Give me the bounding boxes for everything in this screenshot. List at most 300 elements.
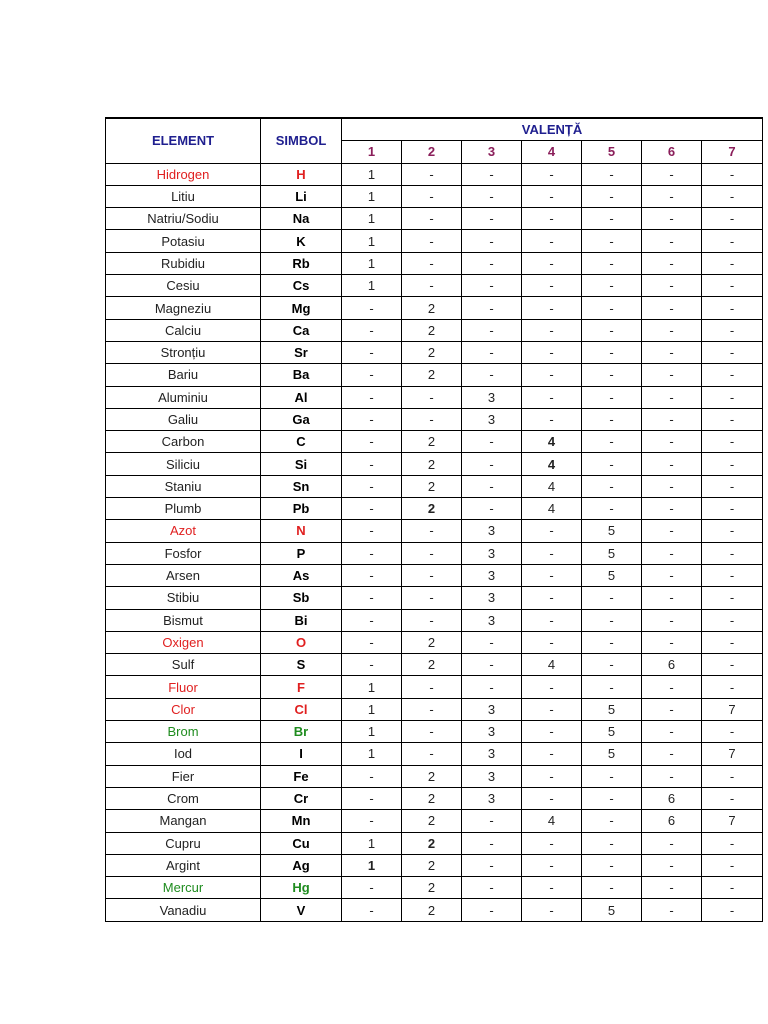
element-symbol: Sr xyxy=(261,341,342,363)
valence-cell: - xyxy=(342,498,402,520)
valence-cell: 2 xyxy=(402,810,462,832)
valence-cell: - xyxy=(522,408,582,430)
valence-cell: - xyxy=(582,631,642,653)
valence-cell: 3 xyxy=(462,609,522,631)
element-symbol: F xyxy=(261,676,342,698)
valence-cell: - xyxy=(522,386,582,408)
valence-cell: - xyxy=(582,163,642,185)
valence-cell: - xyxy=(702,564,763,586)
valence-cell: - xyxy=(342,297,402,319)
valence-cell: 2 xyxy=(402,297,462,319)
valence-cell: 4 xyxy=(522,810,582,832)
valence-cell: - xyxy=(402,676,462,698)
valence-cell: - xyxy=(582,252,642,274)
valence-cell: - xyxy=(642,721,702,743)
valence-cell: - xyxy=(702,721,763,743)
valence-cell: - xyxy=(702,275,763,297)
valence-cell: - xyxy=(702,654,763,676)
valence-cell: - xyxy=(702,854,763,876)
valence-cell: - xyxy=(642,676,702,698)
valence-cell: - xyxy=(462,431,522,453)
valence-cell: - xyxy=(702,676,763,698)
valence-cell: - xyxy=(342,319,402,341)
valence-cell: - xyxy=(522,297,582,319)
element-symbol: Sn xyxy=(261,475,342,497)
table-row xyxy=(106,654,763,676)
header-element: ELEMENT xyxy=(106,118,261,163)
valence-cell: 2 xyxy=(402,341,462,363)
valence-cell: - xyxy=(342,631,402,653)
element-name: Oxigen xyxy=(106,631,261,653)
table-row xyxy=(106,520,763,542)
valence-cell: - xyxy=(582,787,642,809)
element-symbol: Al xyxy=(261,386,342,408)
valence-cell: - xyxy=(642,631,702,653)
valence-cell: - xyxy=(642,252,702,274)
valence-cell: - xyxy=(642,587,702,609)
element-name: Bismut xyxy=(106,609,261,631)
valence-cell: - xyxy=(702,252,763,274)
valence-cell: - xyxy=(522,252,582,274)
valence-cell: - xyxy=(462,163,522,185)
valence-number-6: 6 xyxy=(642,141,702,163)
valence-cell: - xyxy=(582,408,642,430)
valence-cell: - xyxy=(522,341,582,363)
valence-cell: - xyxy=(582,319,642,341)
valence-cell: - xyxy=(582,453,642,475)
valence-cell: - xyxy=(702,520,763,542)
valence-cell: - xyxy=(402,520,462,542)
valence-cell: - xyxy=(462,341,522,363)
element-symbol: Mn xyxy=(261,810,342,832)
table-row xyxy=(106,208,763,230)
valence-cell: 1 xyxy=(342,832,402,854)
valence-cell: - xyxy=(702,163,763,185)
valence-cell: 1 xyxy=(342,163,402,185)
element-symbol: As xyxy=(261,564,342,586)
valence-cell: 6 xyxy=(642,810,702,832)
valence-cell: - xyxy=(522,275,582,297)
valence-cell: 4 xyxy=(522,475,582,497)
valence-cell: - xyxy=(342,408,402,430)
valence-cell: - xyxy=(582,275,642,297)
valence-cell: - xyxy=(342,542,402,564)
element-name: Sulf xyxy=(106,654,261,676)
valence-cell: 7 xyxy=(702,810,763,832)
valence-cell: - xyxy=(522,542,582,564)
valence-cell: - xyxy=(522,163,582,185)
valence-cell: - xyxy=(522,587,582,609)
element-symbol: Si xyxy=(261,453,342,475)
valence-cell: - xyxy=(702,609,763,631)
element-name: Potasiu xyxy=(106,230,261,252)
element-name: Litiu xyxy=(106,185,261,207)
valence-cell: - xyxy=(402,230,462,252)
valence-cell: 5 xyxy=(582,899,642,921)
element-name: Carbon xyxy=(106,431,261,453)
element-name: Stronțiu xyxy=(106,341,261,363)
valence-cell: - xyxy=(342,609,402,631)
element-symbol: Mg xyxy=(261,297,342,319)
valence-cell: 3 xyxy=(462,743,522,765)
valence-cell: - xyxy=(462,364,522,386)
valence-cell: - xyxy=(522,319,582,341)
element-name: Mangan xyxy=(106,810,261,832)
valence-cell: - xyxy=(462,877,522,899)
element-name: Fier xyxy=(106,765,261,787)
valence-cell: - xyxy=(642,408,702,430)
valence-cell: - xyxy=(582,364,642,386)
valence-cell: - xyxy=(642,832,702,854)
valence-cell: - xyxy=(642,609,702,631)
valence-cell: - xyxy=(522,698,582,720)
element-symbol: Fe xyxy=(261,765,342,787)
valence-cell: - xyxy=(522,854,582,876)
valence-cell: - xyxy=(642,431,702,453)
valence-cell: - xyxy=(342,899,402,921)
element-name: Crom xyxy=(106,787,261,809)
valence-cell: 4 xyxy=(522,453,582,475)
element-symbol: Hg xyxy=(261,877,342,899)
valence-cell: 3 xyxy=(462,542,522,564)
valence-cell: - xyxy=(342,877,402,899)
valence-cell: 1 xyxy=(342,721,402,743)
table-row xyxy=(106,854,763,876)
table-row xyxy=(106,252,763,274)
valence-cell: - xyxy=(462,631,522,653)
valence-cell: - xyxy=(702,899,763,921)
table-row xyxy=(106,475,763,497)
valence-cell: 1 xyxy=(342,275,402,297)
table-row xyxy=(106,609,763,631)
valence-cell: - xyxy=(582,475,642,497)
valence-cell: - xyxy=(702,386,763,408)
element-symbol: Na xyxy=(261,208,342,230)
valence-number-5: 5 xyxy=(582,141,642,163)
table-row xyxy=(106,877,763,899)
table-row xyxy=(106,431,763,453)
valence-cell: - xyxy=(402,587,462,609)
valence-cell: - xyxy=(642,386,702,408)
valence-cell: - xyxy=(402,542,462,564)
valence-cell: - xyxy=(702,542,763,564)
valence-cell: - xyxy=(702,498,763,520)
valence-cell: - xyxy=(402,163,462,185)
element-symbol: Ba xyxy=(261,364,342,386)
valence-cell: - xyxy=(702,787,763,809)
table-row xyxy=(106,899,763,921)
valence-cell: - xyxy=(702,230,763,252)
valence-cell: - xyxy=(522,787,582,809)
valence-cell: - xyxy=(402,408,462,430)
element-name: Iod xyxy=(106,743,261,765)
valence-cell: - xyxy=(402,275,462,297)
element-name: Staniu xyxy=(106,475,261,497)
table-body xyxy=(106,163,763,921)
valence-cell: 3 xyxy=(462,721,522,743)
valence-cell: 1 xyxy=(342,676,402,698)
valence-cell: - xyxy=(642,185,702,207)
valence-cell: - xyxy=(582,854,642,876)
valence-cell: - xyxy=(402,609,462,631)
valence-cell: - xyxy=(582,341,642,363)
valence-cell: - xyxy=(342,765,402,787)
valence-cell: - xyxy=(642,564,702,586)
valence-cell: 2 xyxy=(402,765,462,787)
valence-cell: - xyxy=(342,431,402,453)
valence-cell: 2 xyxy=(402,631,462,653)
valence-cell: 6 xyxy=(642,654,702,676)
element-symbol: Cs xyxy=(261,275,342,297)
valence-cell: - xyxy=(582,654,642,676)
valence-cell: - xyxy=(702,208,763,230)
table-row xyxy=(106,408,763,430)
element-name: Siliciu xyxy=(106,453,261,475)
element-symbol: C xyxy=(261,431,342,453)
valence-cell: - xyxy=(342,654,402,676)
valence-cell: - xyxy=(522,208,582,230)
valence-cell: 2 xyxy=(402,654,462,676)
valence-cell: 5 xyxy=(582,564,642,586)
valence-cell: - xyxy=(582,609,642,631)
element-symbol: Li xyxy=(261,185,342,207)
valence-cell: - xyxy=(462,252,522,274)
valence-cell: 5 xyxy=(582,542,642,564)
valence-cell: - xyxy=(342,520,402,542)
valence-cell: - xyxy=(642,542,702,564)
valence-cell: - xyxy=(462,208,522,230)
valence-cell: - xyxy=(462,654,522,676)
table-row xyxy=(106,631,763,653)
valence-cell: 5 xyxy=(582,743,642,765)
valence-cell: - xyxy=(702,297,763,319)
element-name: Clor xyxy=(106,698,261,720)
table-row xyxy=(106,185,763,207)
header-valence: VALENȚĂ xyxy=(342,118,763,141)
valence-cell: - xyxy=(522,877,582,899)
valence-cell: 2 xyxy=(402,431,462,453)
element-symbol: I xyxy=(261,743,342,765)
valence-cell: 4 xyxy=(522,431,582,453)
valence-cell: - xyxy=(462,498,522,520)
element-name: Mercur xyxy=(106,877,261,899)
valence-cell: - xyxy=(462,185,522,207)
valence-cell: - xyxy=(642,854,702,876)
valence-cell: - xyxy=(642,498,702,520)
valence-cell: 1 xyxy=(342,698,402,720)
valence-cell: 3 xyxy=(462,520,522,542)
valence-cell: - xyxy=(702,453,763,475)
valence-cell: - xyxy=(402,252,462,274)
valence-cell: - xyxy=(642,208,702,230)
element-name: Plumb xyxy=(106,498,261,520)
valence-cell: - xyxy=(702,431,763,453)
table-row xyxy=(106,810,763,832)
element-name: Fosfor xyxy=(106,542,261,564)
valence-cell: - xyxy=(582,208,642,230)
valence-cell: - xyxy=(642,520,702,542)
valence-cell: - xyxy=(642,275,702,297)
valence-cell: - xyxy=(462,676,522,698)
valence-cell: - xyxy=(642,341,702,363)
valence-cell: - xyxy=(522,743,582,765)
valence-cell: - xyxy=(402,386,462,408)
valence-cell: - xyxy=(582,230,642,252)
valence-cell: - xyxy=(522,631,582,653)
valence-cell: - xyxy=(462,230,522,252)
valence-cell: 4 xyxy=(522,654,582,676)
valence-cell: - xyxy=(582,498,642,520)
table-row xyxy=(106,743,763,765)
valence-cell: - xyxy=(582,185,642,207)
valence-cell: 3 xyxy=(462,765,522,787)
valence-cell: - xyxy=(702,364,763,386)
valence-cell: 3 xyxy=(462,698,522,720)
valence-cell: - xyxy=(702,341,763,363)
valence-cell: - xyxy=(402,208,462,230)
valence-cell: - xyxy=(462,297,522,319)
valence-cell: - xyxy=(462,275,522,297)
valence-cell: - xyxy=(522,185,582,207)
element-name: Brom xyxy=(106,721,261,743)
valence-cell: - xyxy=(402,185,462,207)
element-symbol: Cu xyxy=(261,832,342,854)
element-symbol: N xyxy=(261,520,342,542)
element-name: Cupru xyxy=(106,832,261,854)
valence-cell: - xyxy=(642,743,702,765)
element-name: Cesiu xyxy=(106,275,261,297)
valence-cell: 2 xyxy=(402,453,462,475)
valence-cell: 1 xyxy=(342,208,402,230)
valence-cell: - xyxy=(462,319,522,341)
valence-cell: 2 xyxy=(402,475,462,497)
element-symbol: O xyxy=(261,631,342,653)
valence-cell: - xyxy=(462,453,522,475)
element-name: Natriu/Sodiu xyxy=(106,208,261,230)
element-name: Argint xyxy=(106,854,261,876)
valence-cell: 4 xyxy=(522,498,582,520)
valence-cell: - xyxy=(702,185,763,207)
valence-cell: 7 xyxy=(702,698,763,720)
table-row xyxy=(106,386,763,408)
valence-cell: 2 xyxy=(402,498,462,520)
valence-cell: - xyxy=(522,676,582,698)
element-name: Hidrogen xyxy=(106,163,261,185)
valence-cell: - xyxy=(642,453,702,475)
valence-cell: 2 xyxy=(402,319,462,341)
valence-cell: 3 xyxy=(462,386,522,408)
valence-cell: - xyxy=(702,631,763,653)
valence-cell: 2 xyxy=(402,787,462,809)
valence-cell: - xyxy=(402,743,462,765)
valence-cell: - xyxy=(642,899,702,921)
element-symbol: P xyxy=(261,542,342,564)
valence-cell: 1 xyxy=(342,743,402,765)
valence-cell: - xyxy=(402,721,462,743)
valence-cell: 2 xyxy=(402,877,462,899)
valence-cell: - xyxy=(522,564,582,586)
valence-cell: 2 xyxy=(402,899,462,921)
valence-cell: - xyxy=(522,765,582,787)
table-row xyxy=(106,787,763,809)
element-name: Stibiu xyxy=(106,587,261,609)
element-name: Azot xyxy=(106,520,261,542)
element-symbol: Cr xyxy=(261,787,342,809)
valence-cell: 3 xyxy=(462,564,522,586)
valence-cell: - xyxy=(582,431,642,453)
valence-number-2: 2 xyxy=(402,141,462,163)
valence-cell: - xyxy=(582,587,642,609)
valence-cell: - xyxy=(462,899,522,921)
valence-cell: - xyxy=(522,832,582,854)
valence-cell: - xyxy=(342,475,402,497)
valence-cell: - xyxy=(642,877,702,899)
valence-cell: - xyxy=(462,854,522,876)
valence-cell: - xyxy=(582,832,642,854)
valence-cell: - xyxy=(582,676,642,698)
valence-cell: - xyxy=(582,765,642,787)
element-symbol: Rb xyxy=(261,252,342,274)
element-symbol: H xyxy=(261,163,342,185)
valence-number-1: 1 xyxy=(342,141,402,163)
valence-cell: - xyxy=(582,877,642,899)
valence-cell: 1 xyxy=(342,230,402,252)
table-row xyxy=(106,542,763,564)
valence-number-4: 4 xyxy=(522,141,582,163)
table-row xyxy=(106,364,763,386)
table-row xyxy=(106,230,763,252)
valence-cell: - xyxy=(342,564,402,586)
valence-cell: 6 xyxy=(642,787,702,809)
element-name: Calciu xyxy=(106,319,261,341)
element-symbol: Ca xyxy=(261,319,342,341)
element-name: Fluor xyxy=(106,676,261,698)
valence-cell: - xyxy=(342,587,402,609)
table-row xyxy=(106,564,763,586)
element-symbol: S xyxy=(261,654,342,676)
element-name: Aluminiu xyxy=(106,386,261,408)
valence-table xyxy=(105,117,763,922)
valence-cell: - xyxy=(342,453,402,475)
valence-cell: - xyxy=(702,877,763,899)
element-symbol: K xyxy=(261,230,342,252)
valence-cell: 1 xyxy=(342,854,402,876)
element-symbol: Ag xyxy=(261,854,342,876)
valence-cell: - xyxy=(462,810,522,832)
valence-cell: - xyxy=(342,386,402,408)
element-symbol: Ga xyxy=(261,408,342,430)
valence-cell: - xyxy=(642,297,702,319)
table-row xyxy=(106,587,763,609)
valence-cell: - xyxy=(642,698,702,720)
valence-cell: 1 xyxy=(342,252,402,274)
element-symbol: Cl xyxy=(261,698,342,720)
valence-cell: - xyxy=(582,810,642,832)
valence-cell: - xyxy=(642,319,702,341)
valence-cell: - xyxy=(702,832,763,854)
valence-number-3: 3 xyxy=(462,141,522,163)
valence-cell: 3 xyxy=(462,587,522,609)
element-symbol: V xyxy=(261,899,342,921)
valence-cell: 3 xyxy=(462,787,522,809)
valence-cell: - xyxy=(522,230,582,252)
valence-cell: - xyxy=(342,787,402,809)
valence-cell: 3 xyxy=(462,408,522,430)
valence-cell: - xyxy=(642,163,702,185)
element-symbol: Sb xyxy=(261,587,342,609)
valence-cell: 2 xyxy=(402,832,462,854)
table-row xyxy=(106,275,763,297)
